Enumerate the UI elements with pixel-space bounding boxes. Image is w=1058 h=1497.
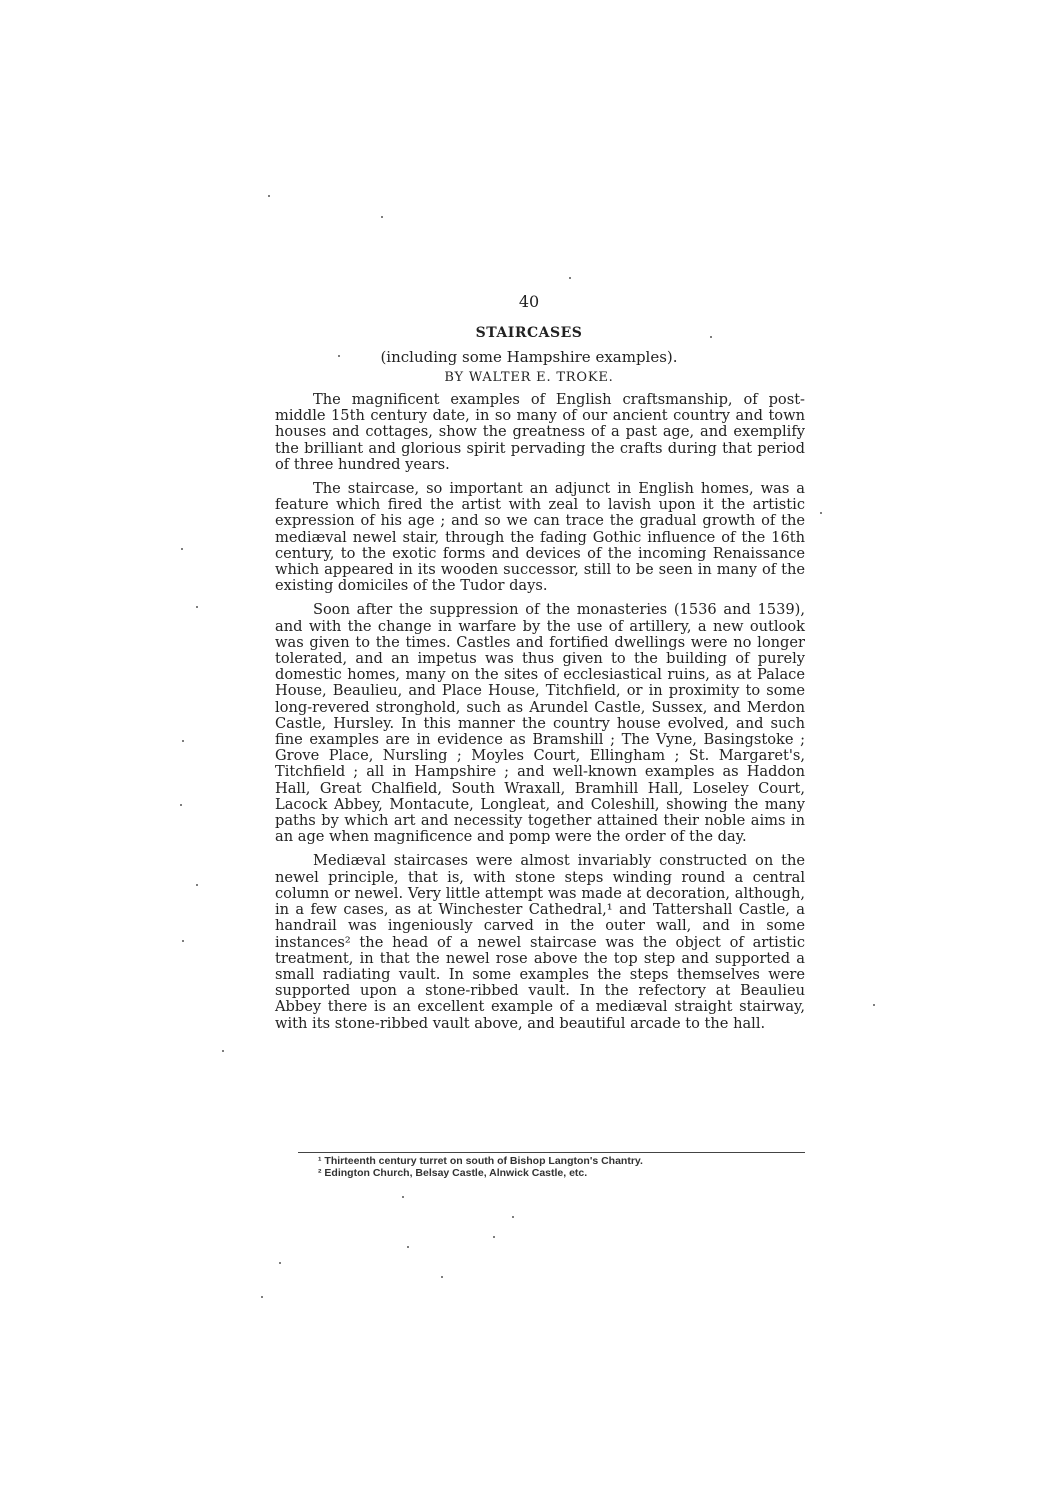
scan-speck	[182, 740, 184, 742]
article-title: STAIRCASES	[475, 325, 583, 341]
article-body	[275, 392, 805, 1040]
footnotes	[318, 1155, 798, 1179]
scan-speck	[441, 1276, 443, 1278]
scan-speck	[820, 512, 822, 514]
scan-speck	[279, 1262, 281, 1264]
scan-speck	[710, 336, 712, 338]
scan-speck	[569, 277, 571, 279]
scan-speck	[512, 1216, 514, 1218]
scan-speck	[402, 1196, 404, 1198]
article-subtitle: (including some Hampshire examples).	[380, 348, 678, 366]
scan-speck	[381, 216, 383, 218]
footnote-divider	[298, 1152, 805, 1153]
scan-speck	[268, 195, 270, 197]
scan-speck	[222, 1050, 224, 1052]
paragraph: Mediæval staircases were almost invariably constructed on the newel principle, that is, with stone steps winding round a central column or newel. Very little attempt was made at decoration, although, in a few cases, as at Winchester Cathedral,¹ and Tattershall Castle, a handrail was ingeniously carved in the outer wall, and in some instances² the head of a newel staircase was the object of artistic treatment, in that the newel rose above the top step and supported a small radiating vault. In some examples the steps themselves were supported upon a stone-ribbed vault. In the refectory at Beaulieu Abbey there is an excellent example of a mediæval straight stairway, with its stone-ribbed vault above, and beautiful arcade to the hall.	[275, 852, 805, 1032]
paragraph: The staircase, so important an adjunct in English homes, was a feature which fired the artist with zeal to lavish upon it the artistic expression of his age ; and so we can trace the gradual growth of the mediæval newel stair, through the fading Gothic influence of the 16th century, to the exotic forms and devices of the incoming Renaissance which appeared in its wooden successor, still to be seen in many of the existing domiciles of the Tudor days.	[275, 480, 805, 595]
paragraph: Soon after the suppression of the monasteries (1536 and 1539), and with the change in warfare by the use of artillery, a new outlook was given to the times. Castles and fortified dwellings were no longer tolerated, and an impetus was thus given to the building of purely domestic homes, many on the sites of ecclesiastical ruins, as at Palace House, Beaulieu, and Place House, Titchfield, or in proximity to some long-revered stronghold, such as Arundel Castle, Sussex, and Merdon Castle, Hursley. In this manner the country house evolved, and such fine examples are in evidence as Bramshill ; The Vyne, Basingstoke ; Grove Place, Nursling ; Moyles Court, Ellingham ; St. Margaret's, Titchfield ; all in Hampshire ; and well-known examples as Haddon Hall, Great Chalfield, South Wraxall, Bramhill Hall, Loseley Court, Lacock Abbey, Montacute, Longleat, and Coleshill, showing the many paths by which art and necessity together attained their noble aims in an age when magnificence and pomp were the order of the day.	[275, 601, 805, 846]
page-number: 40	[518, 292, 540, 311]
scan-speck	[338, 355, 340, 357]
scan-speck	[181, 548, 183, 550]
scan-speck	[407, 1246, 409, 1248]
footnote: ¹ Thirteenth century turret on south of Bishop Langton's Chantry.	[318, 1155, 643, 1167]
scan-speck	[873, 1004, 875, 1006]
scan-speck	[180, 804, 182, 806]
scan-speck	[493, 1236, 495, 1238]
scan-speck	[182, 940, 184, 942]
scan-speck	[261, 1296, 263, 1298]
footnote: ² Edington Church, Belsay Castle, Alnwick Castle, etc.	[318, 1167, 588, 1179]
scan-speck	[196, 606, 198, 608]
scan-speck	[196, 884, 198, 886]
byline: BY WALTER E. TROKE.	[444, 370, 614, 385]
paragraph: The magnificent examples of English craftsmanship, of post-middle 15th century date, in so many of our ancient country and town houses and cottages, show the greatness of a past age, and exemplify the brilliant and glorious spirit pervading the crafts during that period of three hundred years.	[275, 391, 805, 473]
